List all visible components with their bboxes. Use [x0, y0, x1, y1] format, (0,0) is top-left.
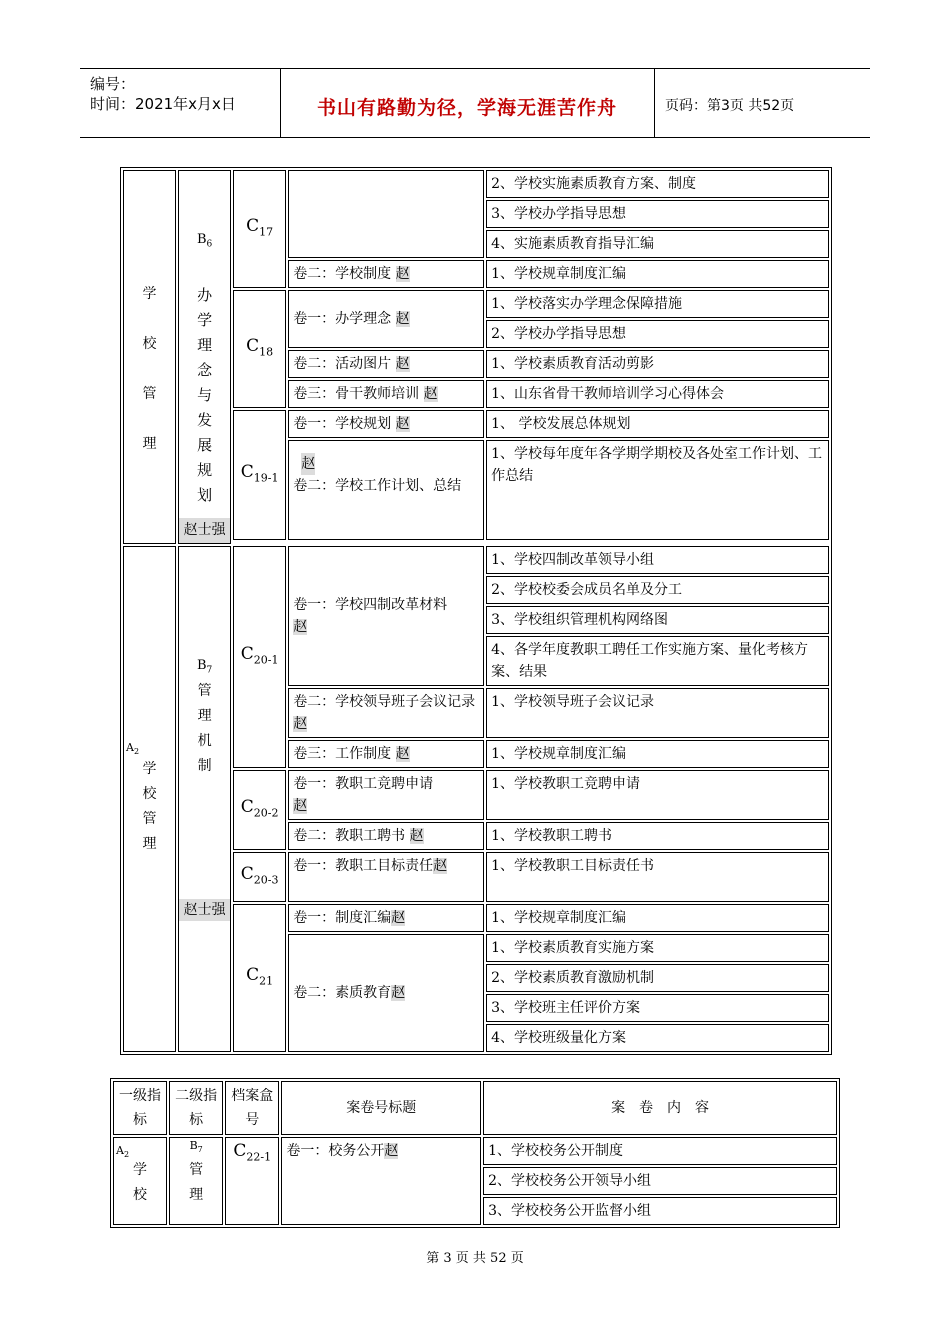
volume-title: 卷一：教职工竞聘申请: [293, 776, 434, 792]
b7-code: $B_7$: [189, 1139, 203, 1155]
content-cell: 4、实施素质教育指导汇编: [486, 230, 829, 258]
volume-cell: [288, 822, 484, 850]
box-c21: $C_{21}$: [233, 904, 286, 1052]
volume-cell: [288, 688, 484, 738]
b7-cell: [169, 1137, 223, 1225]
col-header-box: 档案盒号: [225, 1081, 279, 1135]
content-cell: 1、学校规章制度汇编: [486, 904, 829, 932]
box-c19: $C_{19-1}$: [233, 410, 286, 540]
header-motto-cell: [280, 69, 655, 137]
volume-title: 卷二：素质教育: [293, 985, 392, 1001]
volume-cell: [288, 770, 484, 820]
volume-cell: [288, 260, 484, 288]
owner-mark: 赵: [293, 619, 308, 635]
owner-mark: 赵: [395, 266, 410, 282]
document-date: 时间：2021年x月x日: [90, 95, 236, 113]
b7-cell: [178, 546, 231, 1052]
volume-title: 卷一：学校四制改革材料: [293, 597, 448, 613]
box-c18: $C_{18}$: [233, 290, 286, 408]
volume-cell: [288, 440, 484, 540]
a2-label: 学 校: [133, 1162, 148, 1203]
owner-mark: 赵: [395, 416, 410, 432]
owner-mark: 赵: [384, 1143, 399, 1159]
box-c17: $C_{17}$: [233, 170, 286, 288]
box-c20-2: $C_{20-2}$: [233, 770, 286, 850]
b7-name: 管 理 机 制: [197, 683, 212, 774]
table-header-row: [113, 1081, 837, 1135]
archive-table: [120, 167, 832, 1055]
b7-label: 管 理: [189, 1162, 204, 1204]
content-cell: 3、学校班主任评价方案: [486, 994, 829, 1022]
volume-title: 卷二：学校工作计划、总结: [293, 478, 462, 494]
a2-cell: [113, 1137, 167, 1225]
owner-mark: 赵: [395, 356, 410, 372]
volume-title: 卷一：教职工目标责任: [293, 858, 434, 874]
content-cell: 1、学校教职工目标责任书: [486, 852, 829, 902]
header-meta: [80, 69, 281, 137]
content-cell: 1、学校四制改革领导小组: [486, 546, 829, 574]
b7-code: $B_7$: [196, 658, 213, 676]
content-cell: 4、各学年度教职工聘任工作实施方案、量化考核方案、结果: [486, 636, 829, 686]
owner-mark: 赵: [301, 453, 315, 475]
a1-label: 学 校 管 理: [142, 286, 157, 452]
volume-cell: [288, 410, 484, 438]
b6-name: 办 学 理 念 与 发 展 规 划: [197, 285, 213, 504]
volume-cell: [288, 170, 484, 258]
content-cell: 2、学校办学指导思想: [486, 320, 829, 348]
col-header-volume-title: 案卷号标题: [281, 1081, 481, 1135]
volume-cell: [288, 546, 484, 686]
b6-code: $B_6$: [196, 232, 213, 250]
volume-title: 卷二：学校制度: [293, 266, 392, 282]
content-cell: 1、学校规章制度汇编: [486, 260, 829, 288]
volume-title: 卷一：学校规划: [293, 416, 392, 432]
volume-cell: [281, 1137, 481, 1225]
volume-cell: [288, 740, 484, 768]
table-row: [123, 170, 829, 198]
content-cell: 1、学校素质教育活动剪影: [486, 350, 829, 378]
box-c22-1: $C_{22-1}$: [225, 1137, 279, 1225]
volume-cell: [288, 290, 484, 348]
page-header: [80, 68, 870, 138]
b6-cell: [178, 170, 231, 544]
b6-person: 赵士强: [179, 518, 230, 543]
owner-mark: 赵: [395, 746, 410, 762]
volume-cell: [288, 934, 484, 1052]
content-cell: 1、 学校发展总体规划: [486, 410, 829, 438]
content-cell: 1、学校教职工竞聘申请: [486, 770, 829, 820]
content-cell: 2、学校素质教育激励机制: [486, 964, 829, 992]
volume-title: 卷一：制度汇编: [293, 910, 392, 926]
owner-mark: 赵: [433, 858, 448, 874]
content-cell: 1、学校规章制度汇编: [486, 740, 829, 768]
content-cell: 3、学校校务公开监督小组: [483, 1197, 837, 1225]
volume-title: 卷三：工作制度: [293, 746, 392, 762]
volume-cell: [288, 380, 484, 408]
header-page-cell: [655, 69, 870, 137]
content-cell: 1、学校落实办学理念保障措施: [486, 290, 829, 318]
content-cell: 2、学校校委会成员名单及分工: [486, 576, 829, 604]
volume-title: 卷二：教职工聘书: [293, 828, 406, 844]
owner-mark: 赵: [391, 910, 406, 926]
volume-title: 卷一：校务公开: [286, 1143, 385, 1159]
volume-title: 卷三：骨干教师培训: [293, 386, 420, 402]
page-footer: 第 3 页 共 52 页: [426, 1251, 524, 1266]
owner-mark: 赵: [395, 311, 410, 327]
b7-person: 赵士强: [179, 899, 230, 921]
a1-label-cell: [123, 170, 176, 544]
content-cell: 1、学校每年度年各学期学期校及各处室工作计划、工作总结: [486, 440, 829, 540]
owner-mark: 赵: [293, 798, 308, 814]
table-row: [113, 1137, 837, 1165]
document-number-label: 编号：: [90, 75, 136, 93]
content-cell: 1、学校校务公开制度: [483, 1137, 837, 1165]
box-c20-3: $C_{20-3}$: [233, 852, 286, 902]
content-cell: 3、学校组织管理机构网络图: [486, 606, 829, 634]
volume-title: 卷二：活动图片: [293, 356, 392, 372]
col-header-content: 案 卷 内 容: [483, 1081, 837, 1135]
owner-mark: 赵: [423, 386, 438, 402]
content-cell: 2、学校实施素质教育方案、制度: [486, 170, 829, 198]
owner-mark: 赵: [293, 716, 308, 732]
a2-code: $A_2$: [126, 741, 140, 757]
volume-title: 卷一：办学理念: [293, 311, 392, 327]
content-cell: 1、学校素质教育实施方案: [486, 934, 829, 962]
col-header-level1: 一级指标: [113, 1081, 167, 1135]
volume-cell: [288, 852, 484, 902]
header-motto: 书山有路勤为径，学海无涯苦作舟: [316, 96, 617, 119]
a2-label: 学 校 管 理: [142, 761, 157, 852]
content-cell: 1、山东省骨干教师培训学习心得体会: [486, 380, 829, 408]
owner-mark: 赵: [391, 985, 406, 1001]
header-page-info: 页码：第3页 共52页: [665, 98, 795, 114]
a2-cell: [123, 546, 176, 1052]
col-header-level2: 二级指标: [169, 1081, 223, 1135]
content-cell: 2、学校校务公开领导小组: [483, 1167, 837, 1195]
volume-title: 卷二：学校领导班子会议记录: [293, 694, 476, 710]
content-cell: 3、学校办学指导思想: [486, 200, 829, 228]
owner-mark: 赵: [409, 828, 424, 844]
archive-table-2: [110, 1078, 840, 1228]
content-cell: 1、学校教职工聘书: [486, 822, 829, 850]
box-c20-1: $C_{20-1}$: [233, 546, 286, 768]
content-cell: 4、学校班级量化方案: [486, 1024, 829, 1052]
table-row: [123, 546, 829, 574]
content-cell: 1、学校领导班子会议记录: [486, 688, 829, 738]
a2-code: $A_2$: [116, 1144, 130, 1160]
volume-cell: [288, 904, 484, 932]
volume-cell: [288, 350, 484, 378]
